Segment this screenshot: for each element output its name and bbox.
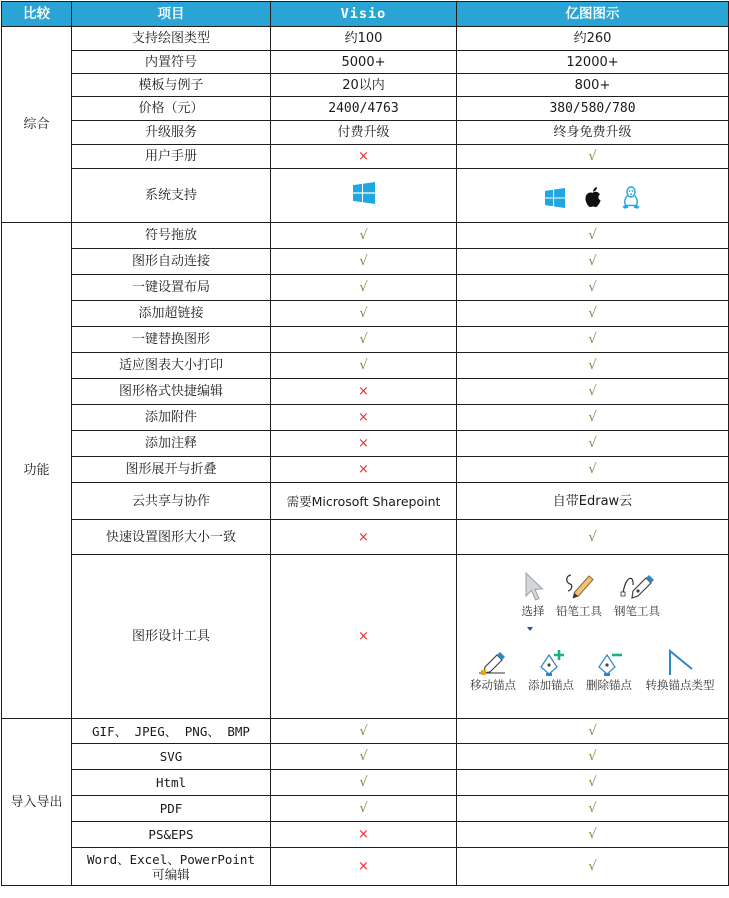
cross-mark: × xyxy=(271,431,457,457)
item-cell: 价格（元） xyxy=(72,97,271,121)
check-mark: √ xyxy=(457,327,729,353)
item-cell: 系统支持 xyxy=(72,169,271,223)
table-row xyxy=(2,822,729,848)
check-mark: √ xyxy=(271,275,457,301)
item-cell: 图形展开与折叠 xyxy=(72,457,271,483)
item-line: Word、Excel、PowerPoint xyxy=(87,851,255,867)
cross-mark: × xyxy=(271,520,457,555)
item-cell: PS&EPS xyxy=(72,822,271,848)
design-tools-cell xyxy=(457,555,729,719)
check-mark: √ xyxy=(457,301,729,327)
item-cell: 添加注释 xyxy=(72,431,271,457)
visio-cell: 约100 xyxy=(271,27,457,51)
edraw-cell: 800+ xyxy=(457,74,729,97)
item-cell: 云共享与协作 xyxy=(72,483,271,520)
table-row xyxy=(2,431,729,457)
check-mark: √ xyxy=(457,770,729,796)
visio-cell: 付费升级 xyxy=(271,121,457,145)
table-row xyxy=(2,379,729,405)
check-mark: √ xyxy=(271,301,457,327)
item-cell: PDF xyxy=(72,796,271,822)
check-mark: √ xyxy=(271,249,457,275)
tool-label: 删除锚点 xyxy=(586,677,632,692)
item-cell: 用户手册 xyxy=(72,145,271,169)
windows-icon xyxy=(545,188,565,208)
tool-label: 添加锚点 xyxy=(528,677,574,692)
table-row xyxy=(2,51,729,74)
table-row xyxy=(2,327,729,353)
table-row xyxy=(2,121,729,145)
table-row xyxy=(2,145,729,169)
visio-cell: 2400/4763 xyxy=(271,97,457,121)
delete-anchor-icon xyxy=(593,647,625,677)
check-mark: √ xyxy=(457,848,729,886)
tool-convert-anchor xyxy=(635,647,725,692)
cross-mark: × xyxy=(271,822,457,848)
item-cell: SVG xyxy=(72,744,271,770)
edraw-cell: 约260 xyxy=(457,27,729,51)
table-row xyxy=(2,249,729,275)
cross-mark: × xyxy=(271,457,457,483)
item-cell: 一键替换图形 xyxy=(72,327,271,353)
cross-mark: × xyxy=(271,379,457,405)
header-compare: 比较 xyxy=(2,2,72,27)
tool-pencil xyxy=(547,571,611,618)
check-mark: √ xyxy=(271,327,457,353)
check-mark: √ xyxy=(457,379,729,405)
visio-os-cell xyxy=(271,169,457,223)
visio-cell: 需要Microsoft Sharepoint xyxy=(271,483,457,520)
item-cell: 升级服务 xyxy=(72,121,271,145)
tool-move-anchor xyxy=(461,647,525,692)
design-tools-panel xyxy=(457,557,728,717)
table-row xyxy=(2,275,729,301)
tool-label: 选择 xyxy=(521,603,545,618)
check-mark: √ xyxy=(271,719,457,744)
pen-icon xyxy=(620,571,654,603)
item-cell: 符号拖放 xyxy=(72,223,271,249)
table-row xyxy=(2,520,729,555)
header-visio: Visio xyxy=(271,2,457,27)
comparison-table xyxy=(1,1,729,886)
item-cell: 适应图表大小打印 xyxy=(72,353,271,379)
category-features: 功能 xyxy=(2,223,72,719)
pencil-icon xyxy=(563,571,595,603)
add-anchor-icon xyxy=(535,647,567,677)
item-cell xyxy=(72,848,271,886)
cross-mark: × xyxy=(271,405,457,431)
check-mark: √ xyxy=(271,796,457,822)
header-item: 项目 xyxy=(72,2,271,27)
item-cell: 一键设置布局 xyxy=(72,275,271,301)
item-cell: 图形格式快捷编辑 xyxy=(72,379,271,405)
tool-label: 钢笔工具 xyxy=(614,603,660,618)
check-mark: √ xyxy=(457,744,729,770)
edraw-cell: 12000+ xyxy=(457,51,729,74)
tool-label: 转换锚点类型 xyxy=(645,677,715,692)
check-mark: √ xyxy=(457,822,729,848)
item-cell: Html xyxy=(72,770,271,796)
check-mark: √ xyxy=(457,353,729,379)
tool-label: 移动锚点 xyxy=(470,677,516,692)
tool-add-anchor xyxy=(519,647,583,692)
table-row xyxy=(2,457,729,483)
item-cell: GIF、 JPEG、 PNG、 BMP xyxy=(72,719,271,744)
tool-delete-anchor xyxy=(577,647,641,692)
check-mark: √ xyxy=(457,145,729,169)
check-mark: √ xyxy=(271,770,457,796)
category-export: 导入导出 xyxy=(2,719,72,886)
cross-mark: × xyxy=(271,555,457,719)
table-row xyxy=(2,74,729,97)
edraw-os-cell xyxy=(457,169,729,223)
cross-mark: × xyxy=(271,848,457,886)
check-mark: √ xyxy=(457,223,729,249)
visio-cell: 20以内 xyxy=(271,74,457,97)
check-mark: √ xyxy=(457,405,729,431)
item-cell: 支持绘图类型 xyxy=(72,27,271,51)
apple-icon xyxy=(583,186,603,209)
edraw-cell: 自带Edraw云 xyxy=(457,483,729,520)
check-mark: √ xyxy=(457,457,729,483)
chevron-down-icon xyxy=(527,627,533,631)
table-row xyxy=(2,97,729,121)
cursor-icon xyxy=(519,571,547,603)
tool-pen xyxy=(605,571,669,618)
item-cell: 图形设计工具 xyxy=(72,555,271,719)
item-cell: 添加超链接 xyxy=(72,301,271,327)
item-cell: 内置符号 xyxy=(72,51,271,74)
windows-icon xyxy=(353,182,375,204)
item-line: 可编辑 xyxy=(152,866,190,882)
edraw-cell: 380/580/780 xyxy=(457,97,729,121)
table-row xyxy=(2,27,729,51)
table-row xyxy=(2,796,729,822)
convert-anchor-icon xyxy=(664,647,696,677)
header-row xyxy=(2,2,729,27)
check-mark: √ xyxy=(457,431,729,457)
visio-cell: 5000+ xyxy=(271,51,457,74)
check-mark: √ xyxy=(457,520,729,555)
item-cell: 图形自动连接 xyxy=(72,249,271,275)
check-mark: √ xyxy=(457,796,729,822)
cross-mark: × xyxy=(271,145,457,169)
category-general: 综合 xyxy=(2,27,72,223)
check-mark: √ xyxy=(271,744,457,770)
table-row xyxy=(2,719,729,744)
table-row xyxy=(2,405,729,431)
tool-label: 铅笔工具 xyxy=(556,603,602,618)
header-edraw: 亿图图示 xyxy=(457,2,729,27)
table-row xyxy=(2,770,729,796)
linux-icon xyxy=(621,186,641,210)
check-mark: √ xyxy=(271,353,457,379)
edraw-cell: 终身免费升级 xyxy=(457,121,729,145)
table-row xyxy=(2,483,729,520)
table-row xyxy=(2,848,729,886)
table-row xyxy=(2,555,729,719)
check-mark: √ xyxy=(457,249,729,275)
table-row xyxy=(2,223,729,249)
item-cell: 添加附件 xyxy=(72,405,271,431)
item-cell: 快速设置图形大小一致 xyxy=(72,520,271,555)
table-row xyxy=(2,301,729,327)
table-row xyxy=(2,744,729,770)
item-cell: 模板与例子 xyxy=(72,74,271,97)
check-mark: √ xyxy=(457,275,729,301)
table-row xyxy=(2,353,729,379)
check-mark: √ xyxy=(457,719,729,744)
table-row xyxy=(2,169,729,223)
move-anchor-icon xyxy=(477,647,509,677)
check-mark: √ xyxy=(271,223,457,249)
